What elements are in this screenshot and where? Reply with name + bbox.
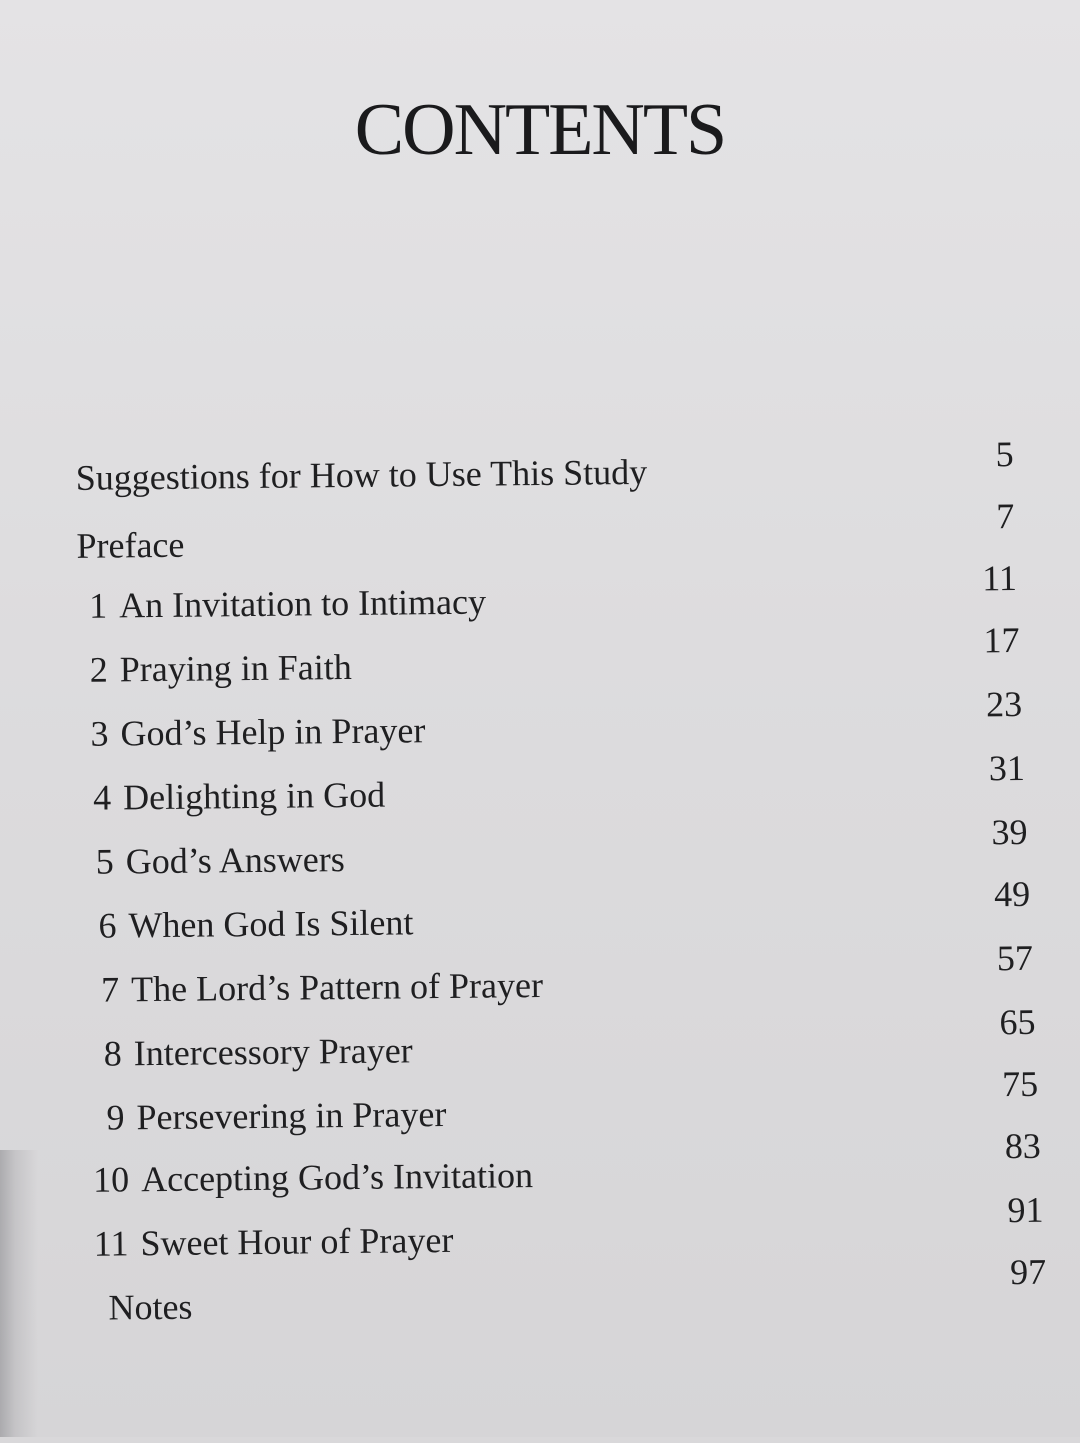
toc-entry-text: Preface — [76, 524, 185, 566]
toc-page-number: 65 — [999, 1001, 1036, 1043]
toc-page-number: 39 — [991, 811, 1028, 853]
toc-entry-text: Intercessory Prayer — [133, 1030, 413, 1074]
toc-entry-number: 5 — [95, 841, 114, 882]
toc-entry-number: 7 — [100, 969, 120, 1010]
toc-page-number: 91 — [1007, 1189, 1044, 1231]
toc-entry-number: 1 — [88, 585, 108, 626]
page-title: CONTENTS — [354, 89, 726, 171]
toc-entry-text: Notes — [108, 1286, 193, 1328]
toc-entry-text: God’s Help in Prayer — [120, 710, 426, 754]
toc-page-number: 75 — [1001, 1063, 1039, 1105]
toc-entry-title — [89, 581, 486, 627]
toc-entry-title — [64, 451, 648, 499]
toc-entry-text: When God Is Silent — [128, 902, 414, 946]
toc-entry-number: 9 — [106, 1097, 125, 1138]
toc-entry-text: An Invitation to Intimacy — [118, 581, 487, 626]
toc-entry-title — [101, 964, 543, 1011]
toc-page-number: 31 — [988, 747, 1026, 789]
toc-page-number: 57 — [996, 937, 1034, 979]
toc-page-number: 97 — [1009, 1251, 1047, 1293]
toc-page-number: 23 — [985, 683, 1023, 725]
toc-page-number: 17 — [983, 619, 1020, 661]
toc-entry-number: 10 — [92, 1159, 130, 1200]
toc-entry-text: Accepting God’s Invitation — [140, 1155, 534, 1200]
toc-entry-title — [96, 838, 345, 883]
toc-entry-title — [93, 1154, 533, 1201]
toc-entry-text: God’s Answers — [125, 839, 345, 882]
toc-page-number: 5 — [995, 434, 1014, 475]
toc-page-number: 7 — [996, 496, 1015, 537]
toc-entry-title — [98, 901, 413, 946]
toc-entry-text: Praying in Faith — [119, 646, 352, 690]
toc-entry-number: 2 — [89, 649, 108, 690]
toc-entry-title — [104, 1029, 413, 1074]
toc-entry-title — [64, 524, 184, 567]
toc-entry-title — [106, 1093, 446, 1139]
toc-entry-title — [94, 1219, 454, 1265]
toc-page-number: 49 — [993, 873, 1031, 915]
toc-entry-title — [90, 709, 425, 755]
toc-entry-text: Suggestions for How to Use This Study — [75, 451, 648, 498]
toc-entry-title — [90, 646, 352, 691]
toc-entry-title — [96, 1286, 192, 1329]
toc-entry-text: Sweet Hour of Prayer — [140, 1219, 454, 1264]
toc-entry-number: 4 — [92, 777, 112, 818]
toc-entry-text: The Lord’s Pattern of Prayer — [130, 964, 544, 1010]
toc-entry-text: Delighting in God — [122, 774, 386, 818]
toc-entry-title — [93, 774, 385, 819]
toc-page-number: 11 — [981, 557, 1018, 599]
toc-entry-number: 8 — [103, 1033, 123, 1074]
toc-page-number: 83 — [1004, 1125, 1042, 1167]
toc-entry-text: Persevering in Prayer — [136, 1093, 447, 1138]
toc-entry-number: 3 — [90, 713, 109, 754]
toc-entry-number: 11 — [93, 1223, 129, 1264]
toc-entry-number: 6 — [98, 905, 117, 946]
